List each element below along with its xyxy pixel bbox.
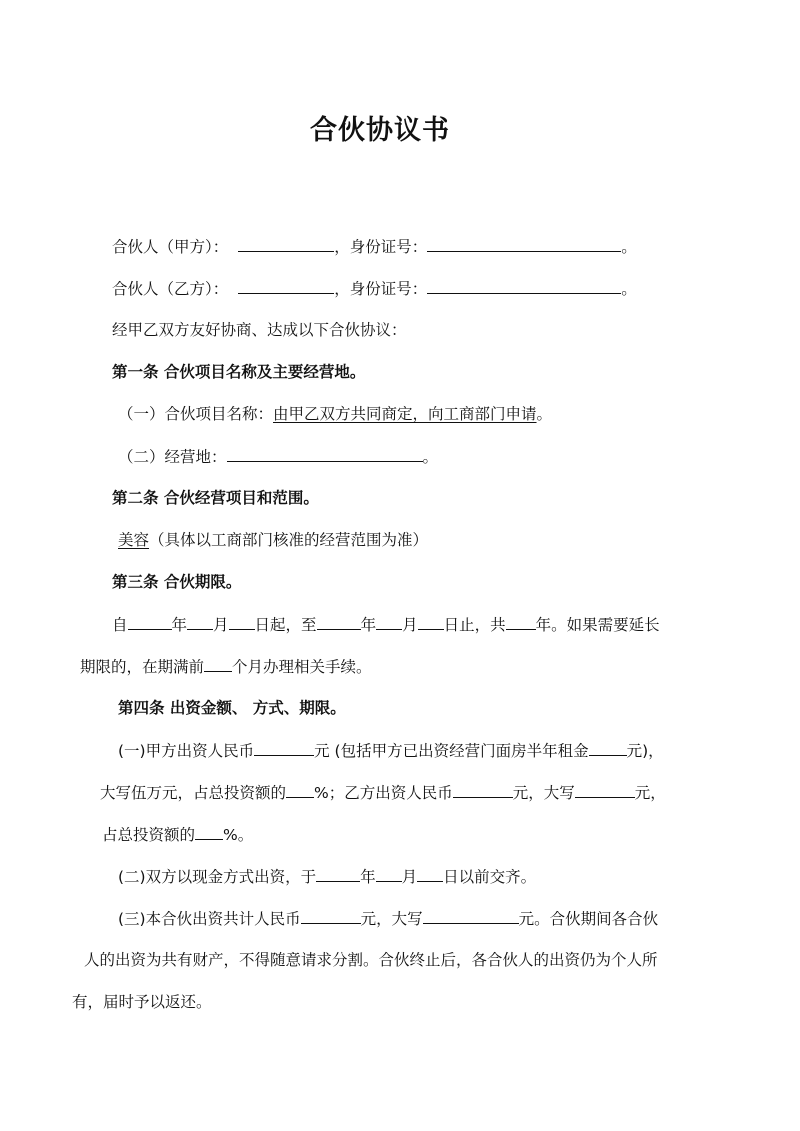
term-from-month-label: 月: [213, 616, 229, 634]
p1-rent-blank: [589, 740, 627, 756]
term-line2-a: 期限的，在期满前: [80, 658, 205, 676]
term-years-blank: [506, 614, 536, 630]
party-b-label: 合伙人（乙方）：: [112, 280, 229, 298]
article1-item1: [118, 404, 552, 424]
term-years-tail: 年。如果需要延长: [535, 616, 660, 634]
p2-year-blank: [316, 866, 360, 882]
article2-heading: 第二条 合伙经营项目和范围。: [112, 489, 319, 507]
p1-a: (一)甲方出资人民币: [118, 742, 255, 760]
p2-b: 年: [360, 868, 376, 886]
p3-amount-blank: [301, 908, 361, 924]
article4-p3-line3: 有，届时予以返还。: [72, 993, 212, 1011]
article4-p3-line1: [118, 908, 658, 929]
article3-term-line1: [112, 614, 660, 635]
party-b-name-blank: [238, 278, 334, 294]
article4-p2: [118, 866, 536, 887]
article1-item1-end: 。: [536, 405, 553, 423]
article1-item1-value: 由甲乙双方共同商定，向工商部门申请: [273, 405, 537, 423]
article4-heading: 第四条 出资金额、 方式、期限。: [118, 699, 346, 717]
article1-item2-end: 。: [422, 448, 439, 466]
document-title: 合伙协议书: [310, 115, 450, 146]
term-line2-b: 个月办理相关手续。: [232, 658, 372, 676]
article1-item2: [118, 446, 438, 467]
p1-amount-a-blank: [254, 740, 314, 756]
term-from-label: 自: [112, 616, 128, 634]
party-a-line: [112, 236, 637, 257]
p1-amount-b-blank: [453, 782, 513, 798]
p3-c: 元。合伙期间各合伙: [518, 910, 659, 928]
p1-i: %。: [223, 826, 254, 844]
term-to-year-blank: [317, 614, 361, 630]
party-a-name-blank: [238, 236, 334, 252]
term-months-blank: [204, 656, 232, 672]
p2-month-blank: [376, 866, 402, 882]
p1-amount-b-words-blank: [575, 782, 635, 798]
party-b-end: 。: [621, 280, 637, 298]
term-to-day-label: 日止，共: [443, 616, 506, 634]
article2-scope: [118, 530, 428, 550]
term-from-month-blank: [187, 614, 213, 630]
p2-d: 日以前交齐。: [443, 868, 537, 886]
term-from-day-blank: [229, 614, 255, 630]
article1-item2-blank: [227, 446, 423, 462]
p2-day-blank: [417, 866, 443, 882]
term-to-year-label: 年: [360, 616, 377, 634]
article4-p1-line1: [118, 740, 664, 761]
article1-item1-label: （一）合伙项目名称：: [118, 405, 274, 423]
p1-d: 大写伍万元，占总投资额的: [100, 784, 287, 802]
p2-c: 月: [401, 868, 418, 886]
p1-f: 元，大写: [512, 784, 575, 802]
p1-percent-b-blank: [195, 824, 223, 840]
article3-heading: 第三条 合伙期限。: [112, 573, 242, 591]
term-to-day-blank: [418, 614, 444, 630]
party-a-id-label: ，身份证号：: [334, 238, 428, 256]
article4-p1-line2: [100, 782, 666, 803]
article4-p3-line2: 人的出资为共有财产，不得随意请求分割。合伙终止后，各合伙人的出资仍为个人所: [84, 951, 658, 969]
article1-item2-label: （二）经营地：: [118, 448, 227, 466]
article2-scope-value: 美容: [118, 531, 150, 549]
term-to-month-label: 月: [402, 616, 418, 634]
term-from-year-blank: [128, 614, 172, 630]
p3-b: 元，大写: [360, 910, 423, 928]
p1-g: 元，: [634, 784, 666, 802]
party-a-end: 。: [621, 238, 637, 256]
intro-text: 经甲乙双方友好协商、达成以下合伙协议：: [112, 321, 407, 339]
party-b-id-blank: [427, 278, 621, 294]
p1-h: 占总投资额的: [102, 826, 196, 844]
p3-amount-words-blank: [423, 908, 519, 924]
term-from-year-label: 年: [171, 616, 188, 634]
party-a-id-blank: [427, 236, 621, 252]
party-b-line: [112, 278, 637, 299]
article4-p1-line3: [102, 824, 253, 845]
p1-c: 元)，: [626, 742, 664, 760]
term-from-day-label: 日起，至: [254, 616, 317, 634]
p3-a: (三)本合伙出资共计人民币: [118, 910, 301, 928]
article1-heading: 第一条 合伙项目名称及主要经营地。: [112, 363, 366, 381]
p2-a: (二)双方以现金方式出资，于: [118, 868, 317, 886]
p1-b: 元 (包括甲方已出资经营门面房半年租金: [314, 742, 589, 760]
article2-scope-note: （具体以工商部门核准的经营范围为准）: [149, 531, 429, 549]
party-a-label: 合伙人（甲方）：: [112, 238, 229, 256]
p1-percent-a-blank: [286, 782, 314, 798]
article3-term-line2: [80, 656, 372, 677]
p1-e: %；乙方出资人民币: [314, 784, 453, 802]
term-to-month-blank: [376, 614, 402, 630]
party-b-id-label: ，身份证号：: [334, 280, 428, 298]
